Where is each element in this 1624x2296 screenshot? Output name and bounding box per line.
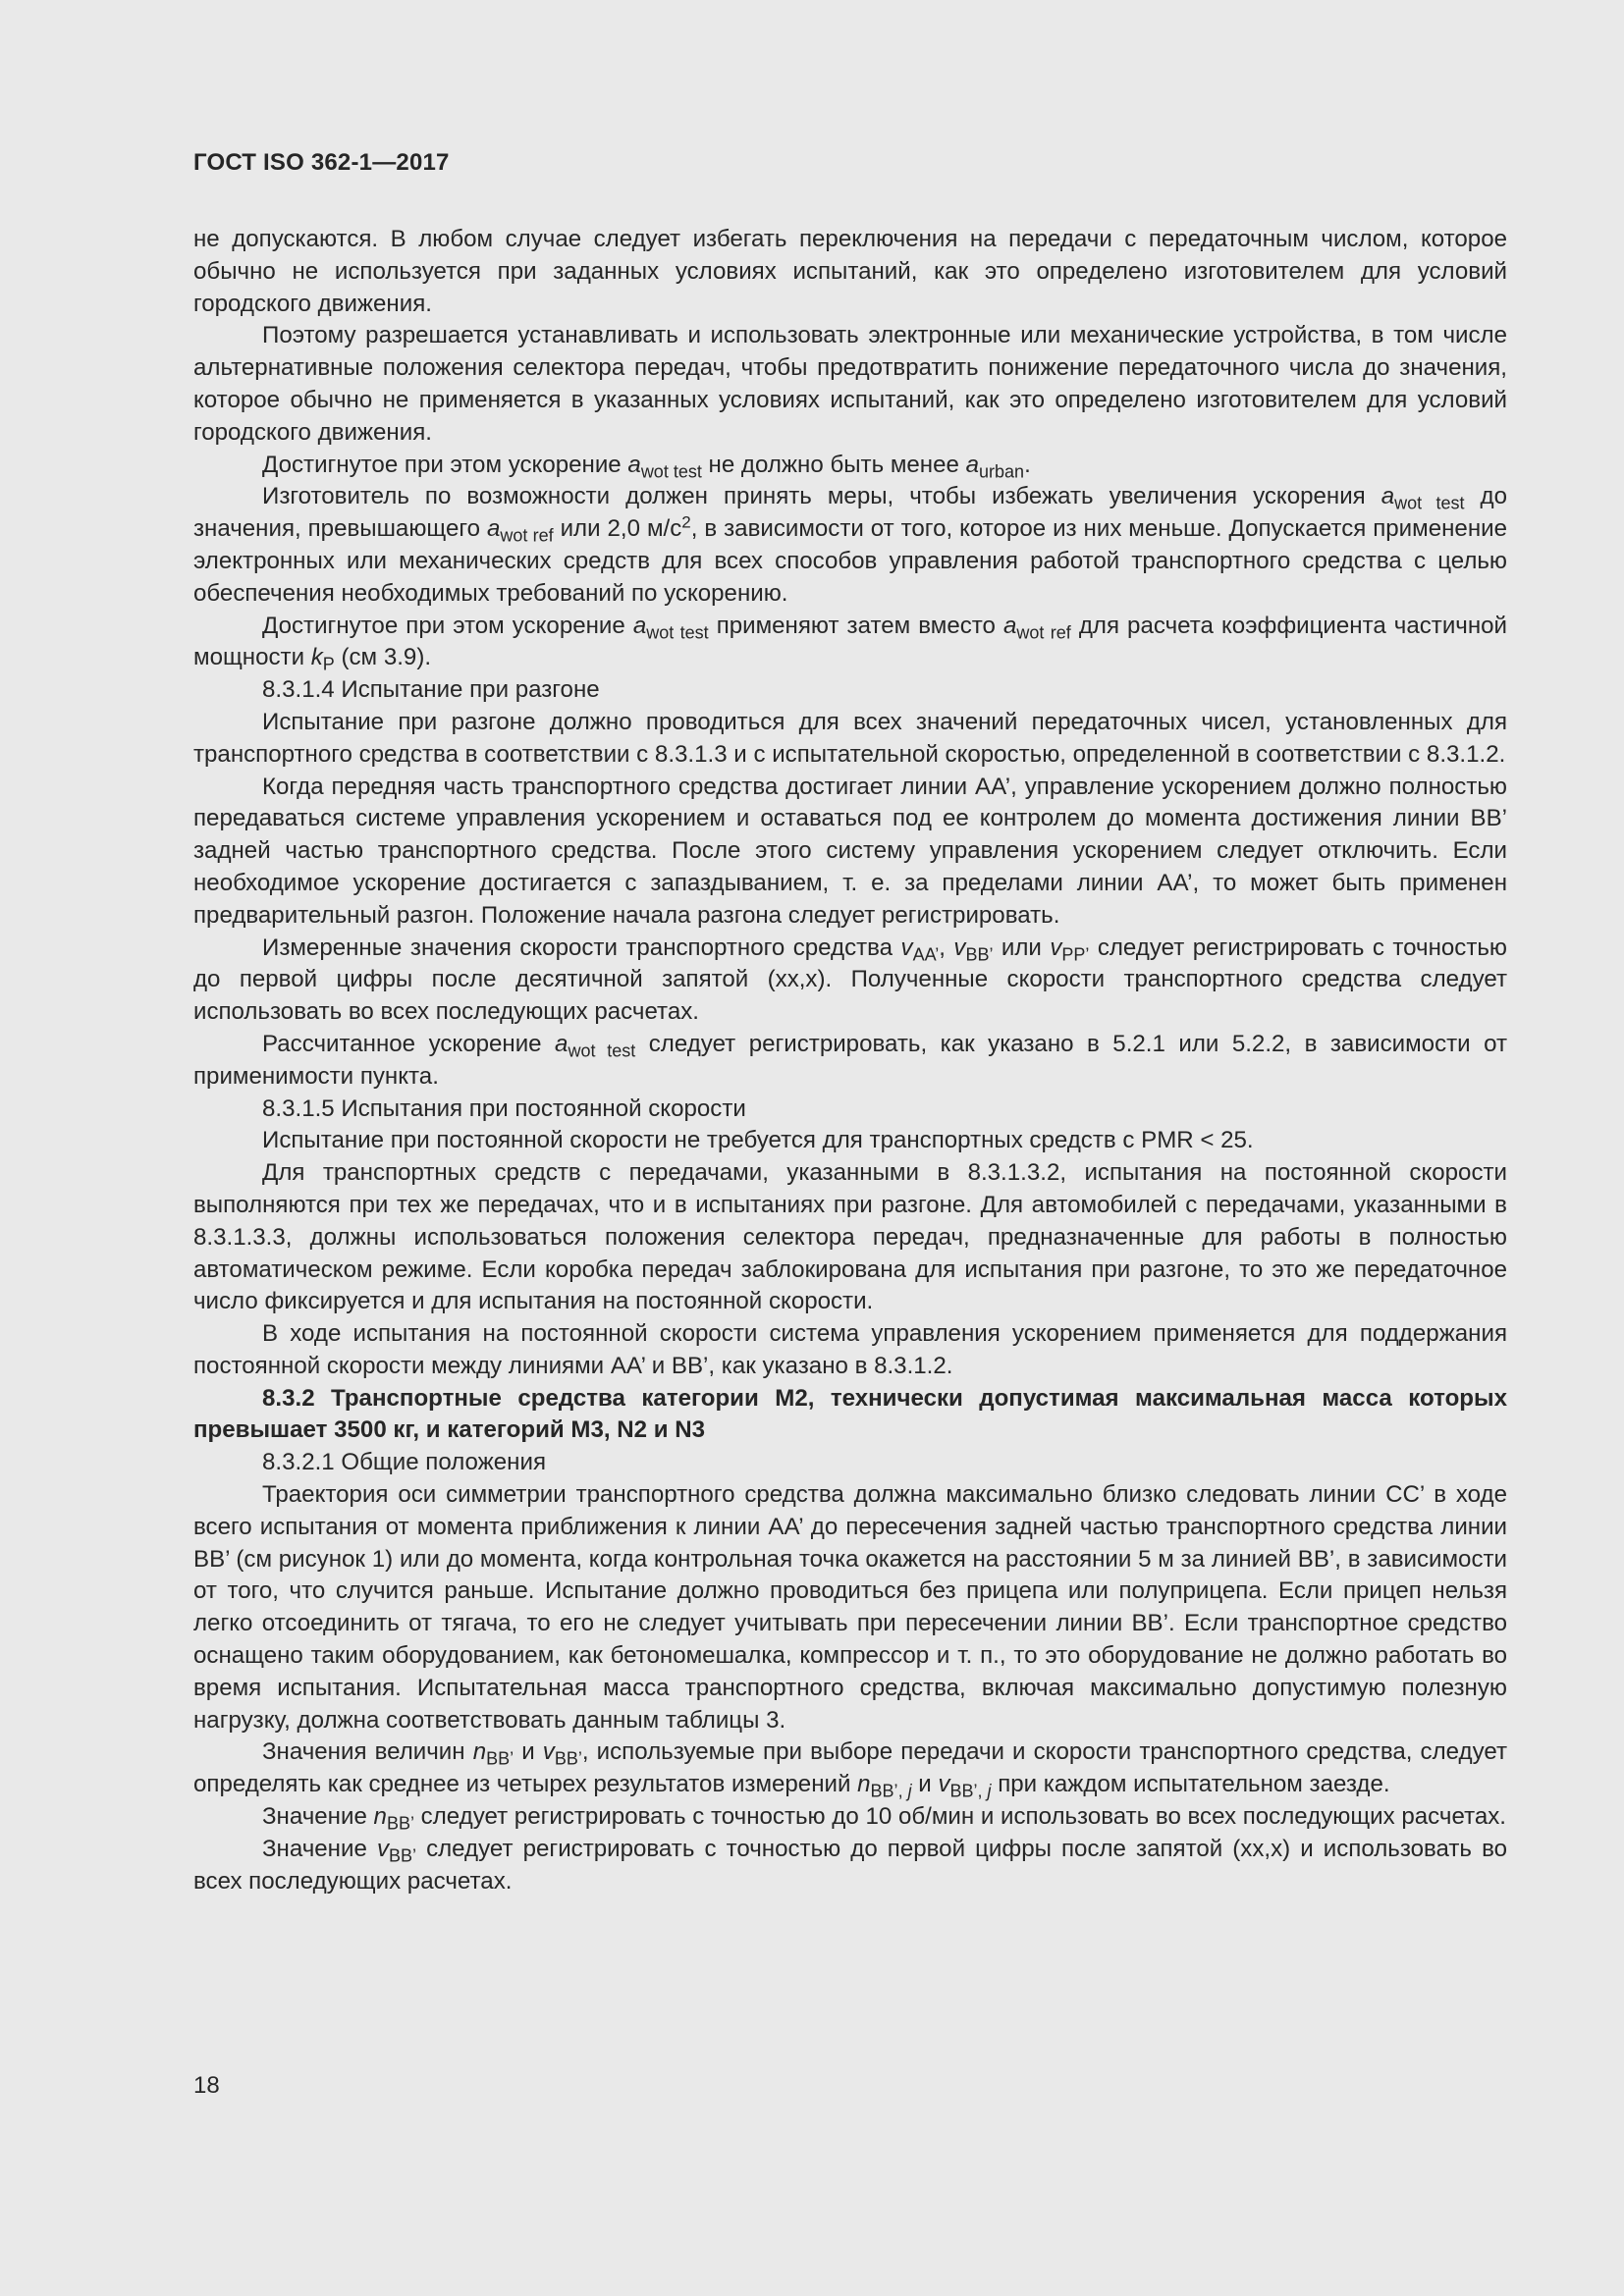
text-run: следует регистрировать, как указано в 5.2.1 или 5.2.2, в зависимости от применимости пункта. xyxy=(193,1030,1507,1090)
variable: v xyxy=(1050,934,1062,961)
variable: n xyxy=(857,1771,871,1798)
text-run: или xyxy=(993,934,1051,961)
text-run: при каждом испытательном заезде. xyxy=(991,1771,1390,1798)
section-heading: 8.3.1.5 Испытания при постоянной скорости xyxy=(262,1095,746,1122)
text-run: и xyxy=(514,1738,543,1766)
section-heading: 8.3.2 Транспортные средства категории М2, технически допустимая максимальная масса которых превышает 3500 кг, и категорий М3, N2 и N3 xyxy=(193,1384,1507,1444)
text-run: , в зависимости от того, которое из них меньше. Допускается применение электронных или механических средств для всех способов управления работой транспортного средства с целью обеспечения необходимых требований по ускорению. xyxy=(193,515,1507,607)
text-run: следует регистрировать с точностью до первой цифры после запятой (xx,x) и использовать во всех последующих расчетах. xyxy=(193,1835,1507,1895)
subscript-text: BB’ xyxy=(949,1781,978,1801)
variable: a xyxy=(965,451,980,478)
subscript: BB’ xyxy=(388,1845,416,1866)
subscript-text: , xyxy=(977,1781,988,1801)
paragraph: Траектория оси симметрии транспортного средства должна максимально близко следовать линии СС’ в ходе всего испытания от момента приближения к линии АА’ до пересечения задней частью транспортного средства линии ВВ’ (см рисунок 1) или до момента, когда контрольная точка окажется на расстоянии 5 м за линией ВВ’, в зависимости от того, что случится раньше. Испытание должно проводиться без прицепа или полуприцепа. Если прицеп нельзя легко отсоединить от тягача, то его не следует учитывать при пересечении линии ВВ’. Если транспортное средство оснащено таким оборудованием, как бетономешалка, компрессор и т. п., то это оборудование не должно работать во время испытания. Испытательная масса транспортного средства, включая максимально допустимую полезную нагрузку, должна соответствовать данным таблицы 3. xyxy=(193,1481,1507,1734)
subscript: wot test xyxy=(640,460,702,481)
subscript xyxy=(949,1782,991,1801)
text-run: Значение xyxy=(262,1835,377,1862)
text-run: или 2,0 м/с xyxy=(553,515,682,543)
variable: a xyxy=(555,1030,568,1057)
text-run: Значение xyxy=(262,1803,374,1831)
variable: v xyxy=(900,934,913,961)
variable: a xyxy=(1380,483,1395,510)
text-run: не должно быть менее xyxy=(701,451,966,478)
variable: a xyxy=(1003,612,1017,639)
paragraph xyxy=(193,481,1507,610)
text-run: , используемые при выборе передачи и скорости транспортного средства, следует определять как среднее из четырех результатов измерений xyxy=(193,1738,1507,1798)
text-run: Измеренные значения скорости транспортного средства xyxy=(262,934,901,961)
paragraph xyxy=(193,611,1507,675)
variable: j xyxy=(987,1781,992,1801)
subscript: BB’ xyxy=(486,1748,514,1769)
text-run: . xyxy=(1024,451,1031,478)
text-run: (см 3.9). xyxy=(334,644,432,671)
subscript: wot ref xyxy=(500,525,554,546)
document-header: ГОСТ ISO 362-1—2017 xyxy=(193,149,450,176)
paragraph xyxy=(193,1736,1507,1801)
variable: a xyxy=(632,612,647,639)
variable: v xyxy=(953,934,966,961)
text-run: до значения, превышающего xyxy=(193,483,1507,543)
paragraph: Испытание при разгоне должно проводиться для всех значений передаточных чисел, установленных для транспортного средства в соответствии с 8.3.1.3 и с испытательной скоростью, определенной в соответствии с 8.3.1.2. xyxy=(193,708,1507,768)
subscript-text: , xyxy=(897,1781,908,1801)
paragraph: Испытание при постоянной скорости не требуется для транспортных средств с PMR < 25. xyxy=(262,1127,1254,1154)
subscript xyxy=(871,1782,912,1801)
subscript: PP’ xyxy=(1061,943,1090,964)
subscript: wot test xyxy=(646,621,709,642)
text-run: Изготовитель по возможности должен принять меры, чтобы избежать увеличения ускорения xyxy=(262,483,1381,510)
section-heading: 8.3.2.1 Общие положения xyxy=(262,1449,546,1476)
variable: v xyxy=(542,1738,555,1766)
variable: n xyxy=(373,1803,387,1831)
variable: j xyxy=(907,1781,912,1801)
text-run: следует регистрировать с точностью до первой цифры после десятичной запятой (xx,x). Полученные скорости транспортного средства следует использовать во всех последующих расчетах. xyxy=(193,934,1508,1026)
text-run: Рассчитанное ускорение xyxy=(262,1030,556,1057)
subscript: wot test xyxy=(568,1041,636,1061)
paragraph: В ходе испытания на постоянной скорости система управления ускорением применяется для поддержания постоянной скорости между линиями АА’ и ВВ’, как указано в 8.3.1.2. xyxy=(193,1320,1507,1379)
subscript-text: BB’ xyxy=(870,1781,898,1801)
paragraph xyxy=(193,933,1507,1029)
text-run: Достигнутое при этом ускорение xyxy=(262,451,628,478)
paragraph: Для транспортных средств с передачами, указанными в 8.3.1.3.2, испытания на постоянной скорости выполняются при тех же передачах, что и в испытаниях при разгоне. Для автомобилей с передачами, указанными в 8.3.1.3.3, должны использоваться положения селектора передач, предназначенные для работы в полностью автоматическом режиме. Если коробка передач заблокирована для испытания при разгоне, то это же передаточное число фиксируется и для испытания на постоянной скорости. xyxy=(193,1159,1507,1315)
subscript: BB’ xyxy=(386,1813,414,1834)
subscript: wot ref xyxy=(1016,621,1071,642)
text-run: , xyxy=(939,934,954,961)
variable: k xyxy=(310,644,323,671)
document-body xyxy=(193,224,1507,1897)
variable: v xyxy=(938,1771,950,1798)
paragraph: не допускаются. В любом случае следует избегать переключения на передачи с передаточным числом, которое обычно не используется при заданных условиях испытаний, как это определено изготовителем для условий городского движения. xyxy=(193,226,1507,317)
subscript: AA’ xyxy=(912,943,940,964)
page-number: 18 xyxy=(193,2072,220,2099)
variable: a xyxy=(486,515,501,543)
variable: n xyxy=(472,1738,487,1766)
text-run: и xyxy=(911,1771,939,1798)
paragraph xyxy=(193,1801,1507,1834)
superscript: 2 xyxy=(681,512,691,532)
variable: a xyxy=(627,451,641,478)
text-run: следует регистрировать с точностью до 10 об/мин и использовать во всех последующих расчетах. xyxy=(413,1803,1506,1831)
paragraph: Поэтому разрешается устанавливать и использовать электронные или механические устройства, в том числе альтернативные положения селектора передач, чтобы предотвратить понижение передаточного числа до значения, которое обычно не применяется в указанных условиях испытаний, как это определено изготовителем для условий городского движения. xyxy=(193,322,1507,446)
variable: v xyxy=(376,1835,389,1862)
subscript: wot test xyxy=(1394,493,1465,513)
text-run: Достигнутое при этом ускорение xyxy=(262,612,633,639)
section-heading: 8.3.1.4 Испытание при разгоне xyxy=(262,676,600,704)
text-run: Значения величин xyxy=(262,1738,473,1766)
paragraph xyxy=(193,1834,1507,1898)
text-run: применяют затем вместо xyxy=(708,612,1003,639)
subscript: BB’ xyxy=(554,1748,582,1769)
subscript: urban xyxy=(979,460,1025,481)
subscript: BB’ xyxy=(965,943,994,964)
paragraph xyxy=(193,450,1507,482)
paragraph: Когда передняя часть транспортного средства достигает линии АА’, управление ускорением должно полностью передаваться системе управления ускорением и оставаться под ее контролем до момента достижения линии ВВ’ задней частью транспортного средства. После этого систему управления ускорением следует отключить. Если необходимое ускорение достигается с запаздыванием, т. е. за пределами линии АА’, то может быть применен предварительный разгон. Положение начала разгона следует регистрировать. xyxy=(193,773,1507,929)
text-run: для расчета коэффициента частичной мощности xyxy=(193,612,1507,671)
subscript: P xyxy=(322,654,335,674)
paragraph xyxy=(193,1029,1507,1094)
